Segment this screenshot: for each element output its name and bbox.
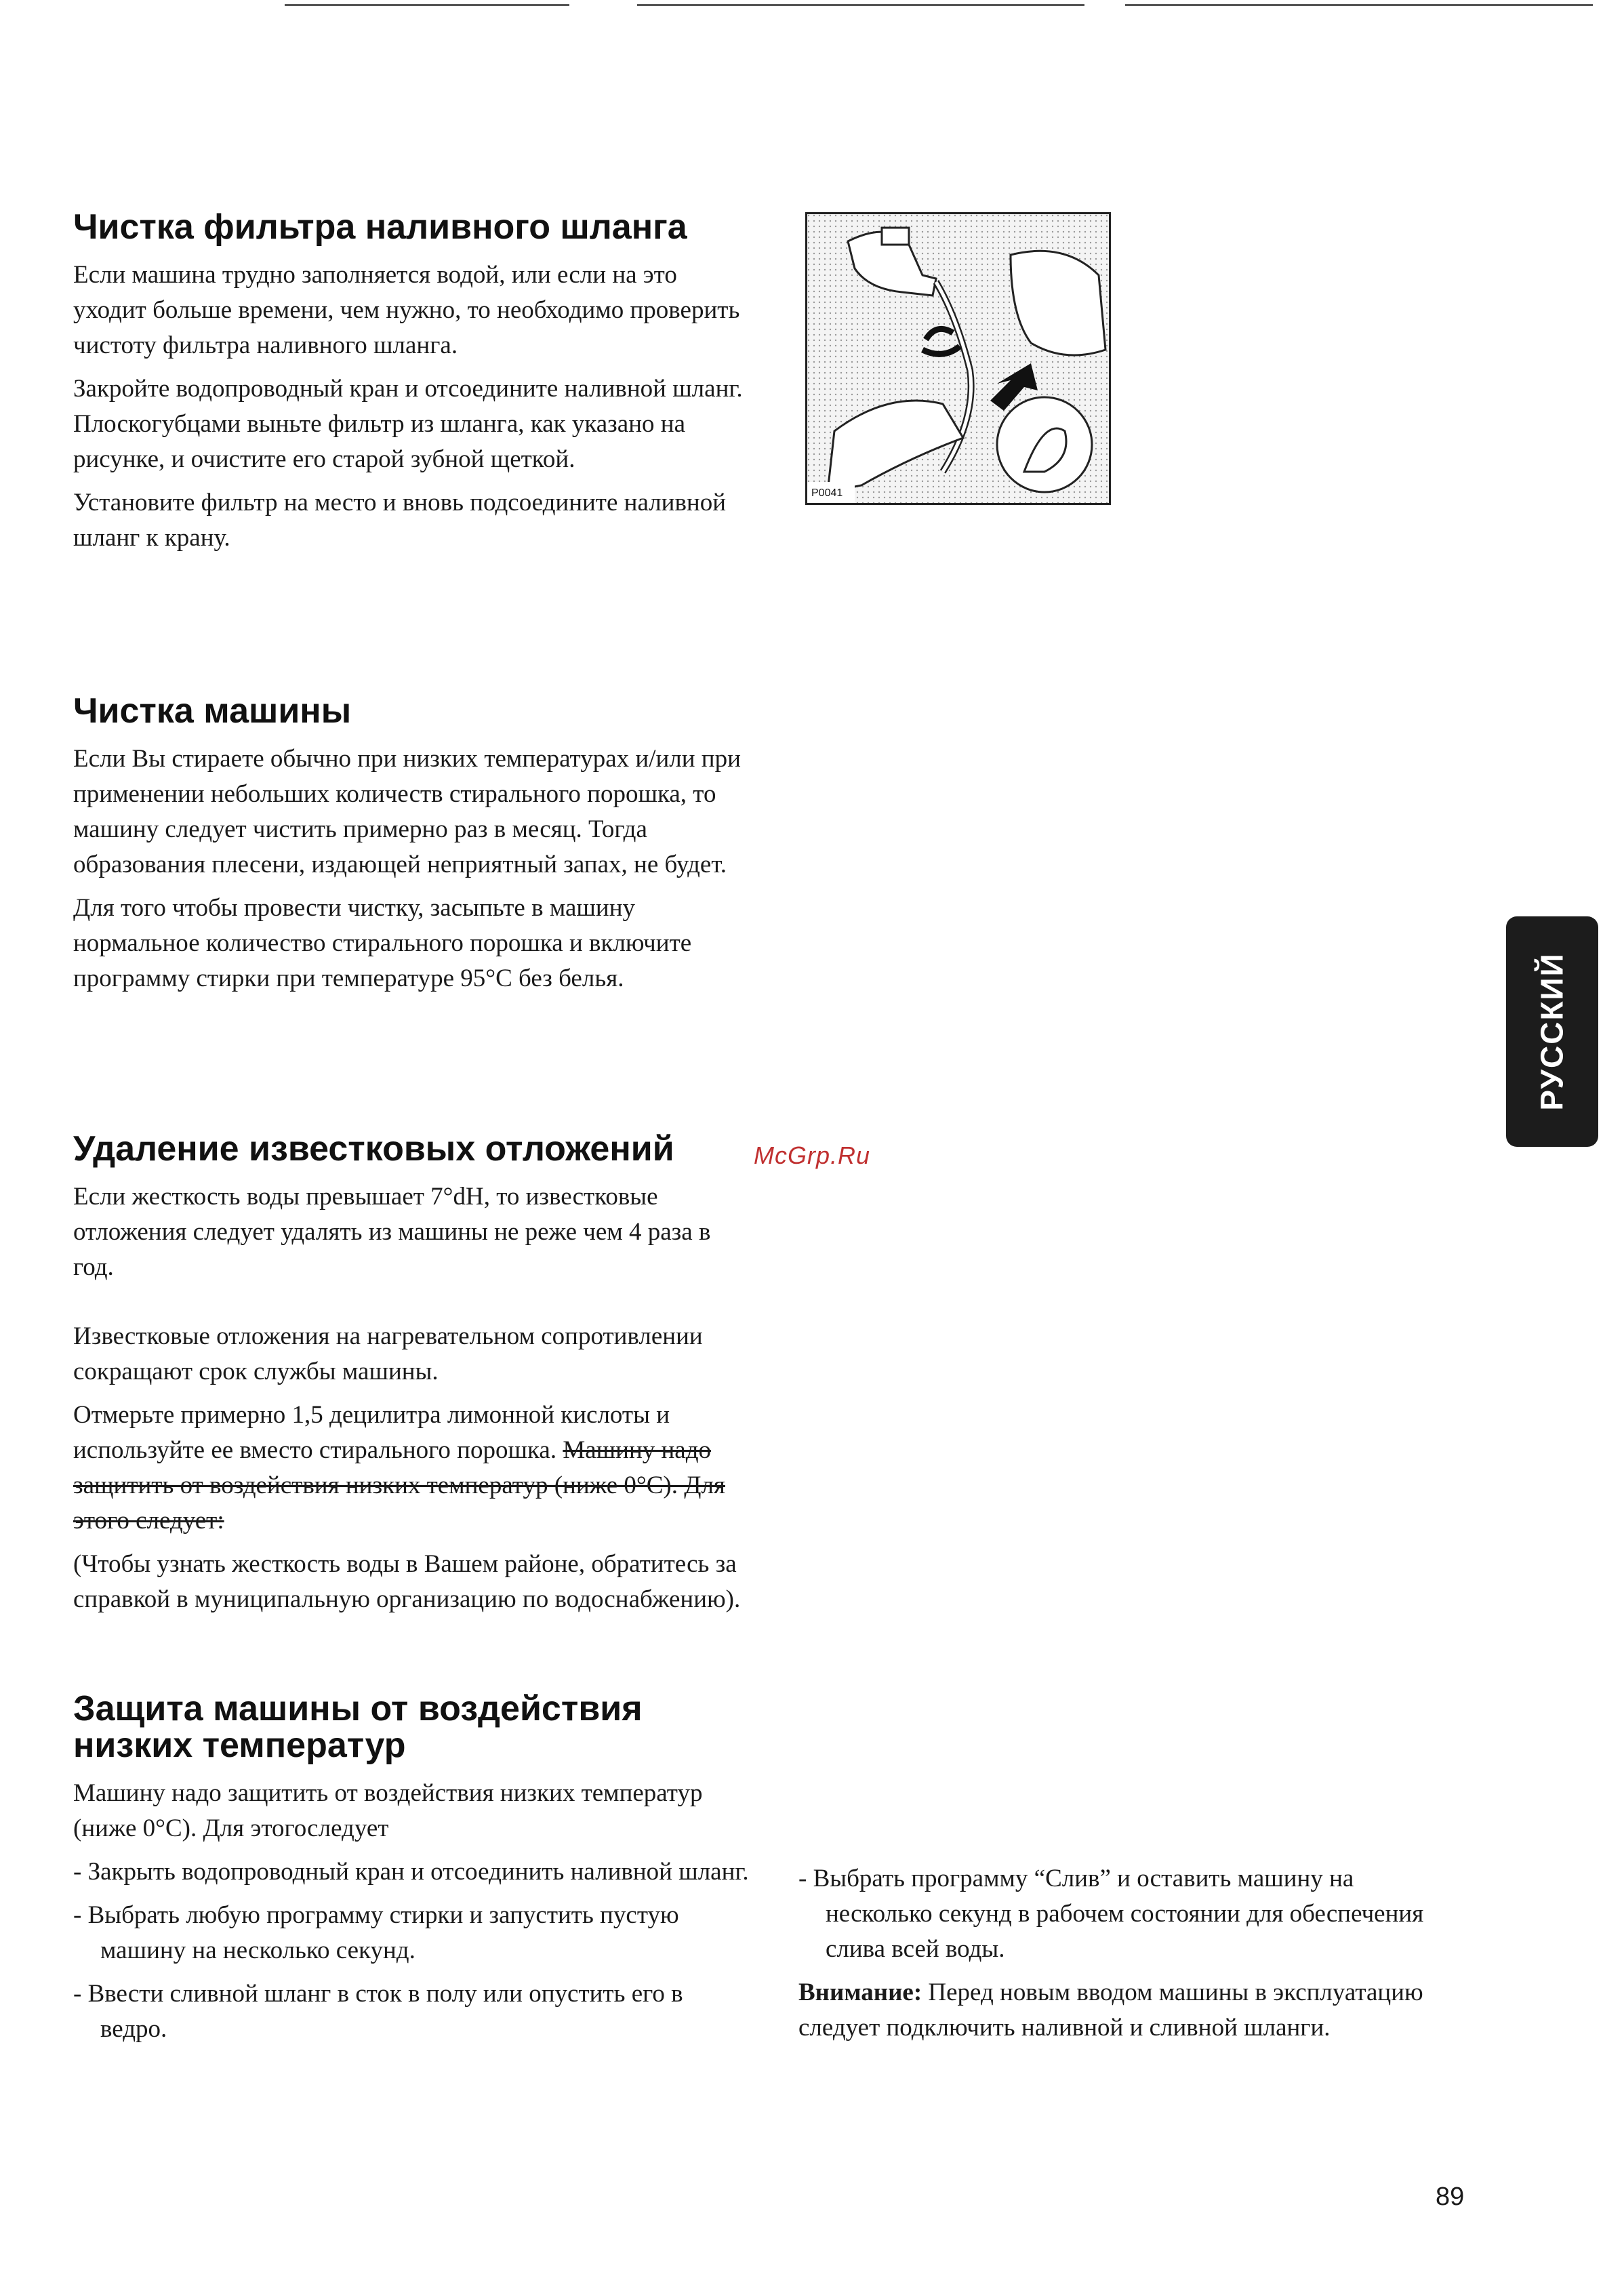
paragraph: Известковые отложения на нагревательном сопротивлении сокращают срок службы машины. [73,1322,703,1385]
paragraph: (Чтобы узнать жесткость воды в Вашем районе, обратитесь за справкой в муниципальную организацию по водоснабжению). [73,1550,741,1613]
top-rule-right [1125,4,1593,6]
top-rule-left [285,4,569,6]
section-filter-cleaning [73,209,751,564]
section-frost-protection [73,1690,751,2055]
section-title: Защита машины от воздействия низких температур [73,1689,643,1765]
section-title: Удаление известковых отложений [73,1129,674,1169]
paragraph: Машину надо защитить от воздействия низких температур (ниже 0°С). Для этогоследует [73,1779,703,1842]
paragraph: Закройте водопроводный кран и отсоедините наливной шланг. Плоскогубцами выньте фильтр из шланга, как указано на рисунке, и очистите его старой зубной щеткой. [73,375,743,473]
section-title: Чистка фильтра наливного шланга [73,207,687,247]
section-title: Чистка машины [73,691,352,731]
watermark: McGrp.Ru [754,1141,871,1169]
struck-out-text: Машину надо защитить от воздействия низких температур (ниже 0°С). Для этого следует: [73,1436,725,1535]
list-item: - Выбрать любую программу стирки и запустить пустую машину на несколько секунд. [73,1901,679,1964]
paragraph: Если машина трудно заполняется водой, или если на это уходит больше времени, чем нужно, то необходимо проверить чистоту фильтра наливного шланга. [73,261,740,359]
warning-label: Внимание: [798,1979,922,2006]
paragraph: Если жесткость воды превышает 7°dH, то известковые отложения следует удалять из машины не реже чем 4 раза в год. [73,1183,711,1281]
warning-text: Перед новым вводом машины в эксплуатацию следует подключить наливной и сливной шланги. [798,1979,1423,2042]
section-machine-cleaning [73,693,751,1005]
top-rule-mid [637,4,1084,6]
tap-and-hose-drawing [807,214,1109,503]
list-item: - Закрыть водопроводный кран и отсоединить наливной шланг. [73,1858,749,1886]
page-number: 89 [1436,2183,1465,2211]
paragraph-start: Отмерьте примерно 1,5 децилитра лимонной кислоты и используйте ее вместо стирального порошка. [73,1401,670,1464]
paragraph: Для того чтобы провести чистку, засыпьте в машину нормальное количество стирального порошка и включите программу стирки при температуре 95°С без белья. [73,894,692,992]
language-tab-label: РУССКИЙ [1535,952,1570,1111]
paragraph: Установите фильтр на место и вновь подсоедините наливной шланг к крану. [73,489,727,552]
language-tab [1506,916,1598,1147]
right-column [798,1861,1449,2054]
list-item: - Выбрать программу “Слив” и оставить машину на несколько секунд в рабочем состоянии для обеспечения слива всей воды. [798,1865,1424,1963]
list-item: - Ввести сливной шланг в сток в полу или опустить его в ведро. [73,1980,683,2043]
section-descaling [73,1131,751,1625]
filter-illustration [805,212,1111,505]
figure-label: P0041 [811,487,843,499]
warning-paragraph [798,1975,1449,2046]
paragraph: Если Вы стираете обычно при низких температурах и/или при применении небольших количеств стирального порошка, то машину следует чистить примерно раз в месяц. Тогда образования плесени, издающей неприятный запах, не будет. [73,745,741,878]
paragraph [73,1398,751,1539]
